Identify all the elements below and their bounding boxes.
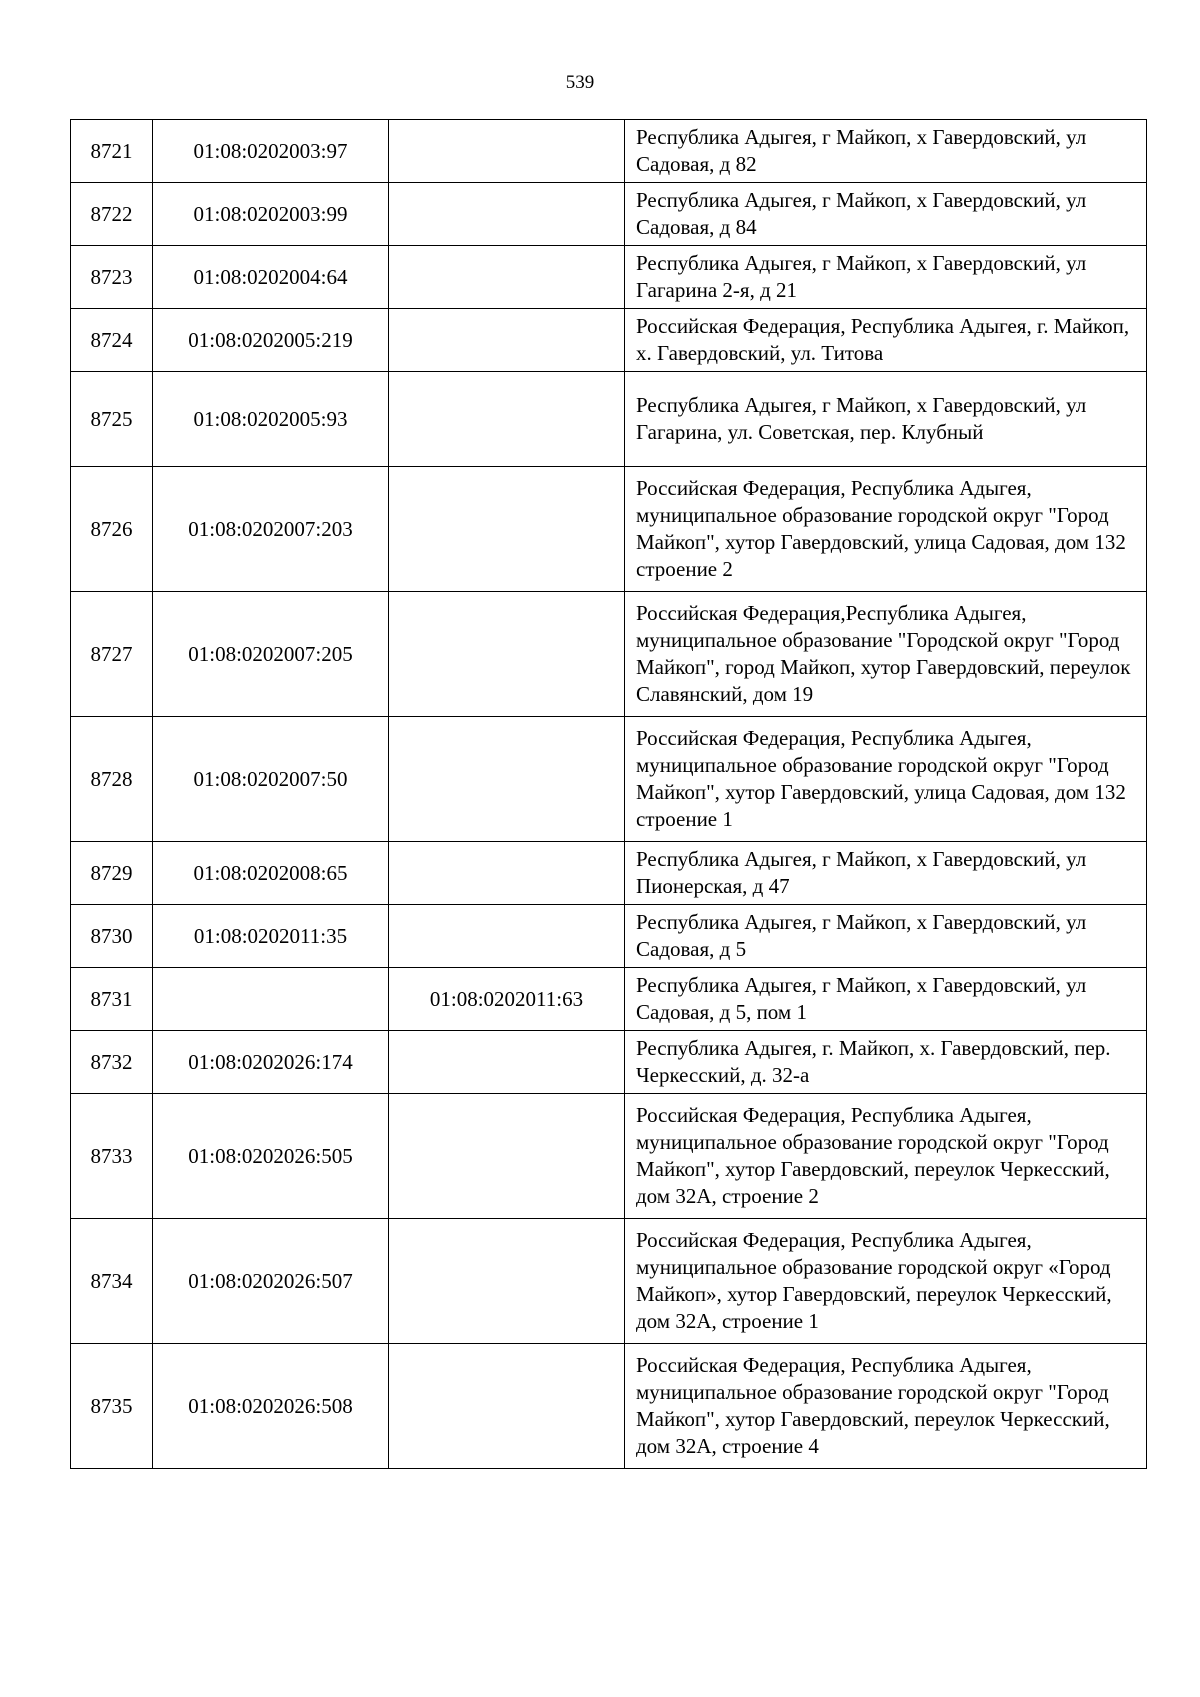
object-cadastral-number [389,120,625,183]
table-row [71,372,1147,467]
table-row [71,717,1147,842]
cadastral-number [153,968,389,1031]
cadastral-number: 01:08:0202003:97 [153,120,389,183]
table-row [71,905,1147,968]
row-number: 8725 [71,372,153,467]
object-cadastral-number [389,309,625,372]
row-number: 8727 [71,592,153,717]
row-number: 8735 [71,1344,153,1469]
table-row [71,120,1147,183]
object-cadastral-number: 01:08:0202011:63 [389,968,625,1031]
table-row [71,1219,1147,1344]
address: Российская Федерация, Республика Адыгея, г. Майкоп, х. Гавердовский, ул. Титова [625,309,1147,372]
address: Республика Адыгея, г Майкоп, х Гавердовский, ул Садовая, д 82 [625,120,1147,183]
page-number: 539 [565,72,595,93]
cadastral-number: 01:08:0202026:508 [153,1344,389,1469]
address: Республика Адыгея, г Майкоп, х Гавердовский, ул Садовая, д 84 [625,183,1147,246]
address: Республика Адыгея, г Майкоп, х Гавердовский, ул Гагарина 2-я, д 21 [625,246,1147,309]
address: Российская Федерация, Республика Адыгея, муниципальное образование городской округ «Город Майкоп», хутор Гавердовский, переулок Черкесский, дом 32А, строение 1 [625,1219,1147,1344]
object-cadastral-number [389,905,625,968]
cadastral-number: 01:08:0202005:93 [153,372,389,467]
row-number: 8733 [71,1094,153,1219]
cadastral-number: 01:08:0202007:205 [153,592,389,717]
table-row [71,1031,1147,1094]
object-cadastral-number [389,1219,625,1344]
object-cadastral-number [389,246,625,309]
cadastral-number: 01:08:0202003:99 [153,183,389,246]
object-cadastral-number [389,372,625,467]
row-number: 8732 [71,1031,153,1094]
row-number: 8724 [71,309,153,372]
row-number: 8728 [71,717,153,842]
table-row [71,309,1147,372]
object-cadastral-number [389,592,625,717]
registry-table [70,119,1147,1469]
address: Республика Адыгея, г Майкоп, х Гавердовский, ул Гагарина, ул. Советская, пер. Клубный [625,372,1147,467]
table-row [71,246,1147,309]
cadastral-number: 01:08:0202026:507 [153,1219,389,1344]
address: Республика Адыгея, г Майкоп, х Гавердовский, ул Садовая, д 5, пом 1 [625,968,1147,1031]
table-row [71,467,1147,592]
object-cadastral-number [389,1031,625,1094]
row-number: 8730 [71,905,153,968]
table-row [71,183,1147,246]
object-cadastral-number [389,1094,625,1219]
cadastral-number: 01:08:0202026:174 [153,1031,389,1094]
cadastral-number: 01:08:0202004:64 [153,246,389,309]
address: Республика Адыгея, г. Майкоп, х. Гавердовский, пер. Черкесский, д. 32-а [625,1031,1147,1094]
row-number: 8731 [71,968,153,1031]
object-cadastral-number [389,467,625,592]
cadastral-number: 01:08:0202011:35 [153,905,389,968]
cadastral-number: 01:08:0202007:203 [153,467,389,592]
row-number: 8722 [71,183,153,246]
cadastral-number: 01:08:0202008:65 [153,842,389,905]
address: Российская Федерация,Республика Адыгея, муниципальное образование "Городской округ "Город Майкоп", город Майкоп, хутор Гавердовский, переулок Славянский, дом 19 [625,592,1147,717]
row-number: 8723 [71,246,153,309]
table-row [71,968,1147,1031]
table-row [71,592,1147,717]
row-number: 8726 [71,467,153,592]
row-number: 8734 [71,1219,153,1344]
table-row [71,1344,1147,1469]
table-row [71,842,1147,905]
address: Российская Федерация, Республика Адыгея, муниципальное образование городской округ "Город Майкоп", хутор Гавердовский, переулок Черкесский, дом 32А, строение 2 [625,1094,1147,1219]
cadastral-number: 01:08:0202026:505 [153,1094,389,1219]
address: Российская Федерация, Республика Адыгея, муниципальное образование городской округ "Город Майкоп", хутор Гавердовский, улица Садовая, дом 132 строение 2 [625,467,1147,592]
object-cadastral-number [389,1344,625,1469]
row-number: 8729 [71,842,153,905]
cadastral-number: 01:08:0202007:50 [153,717,389,842]
object-cadastral-number [389,717,625,842]
row-number: 8721 [71,120,153,183]
address: Республика Адыгея, г Майкоп, х Гавердовский, ул Пионерская, д 47 [625,842,1147,905]
address: Республика Адыгея, г Майкоп, х Гавердовский, ул Садовая, д 5 [625,905,1147,968]
cadastral-number: 01:08:0202005:219 [153,309,389,372]
address: Российская Федерация, Республика Адыгея, муниципальное образование городской округ "Город Майкоп", хутор Гавердовский, улица Садовая, дом 132 строение 1 [625,717,1147,842]
address: Российская Федерация, Республика Адыгея, муниципальное образование городской округ "Город Майкоп", хутор Гавердовский, переулок Черкесский, дом 32А, строение 4 [625,1344,1147,1469]
table-row [71,1094,1147,1219]
object-cadastral-number [389,183,625,246]
object-cadastral-number [389,842,625,905]
